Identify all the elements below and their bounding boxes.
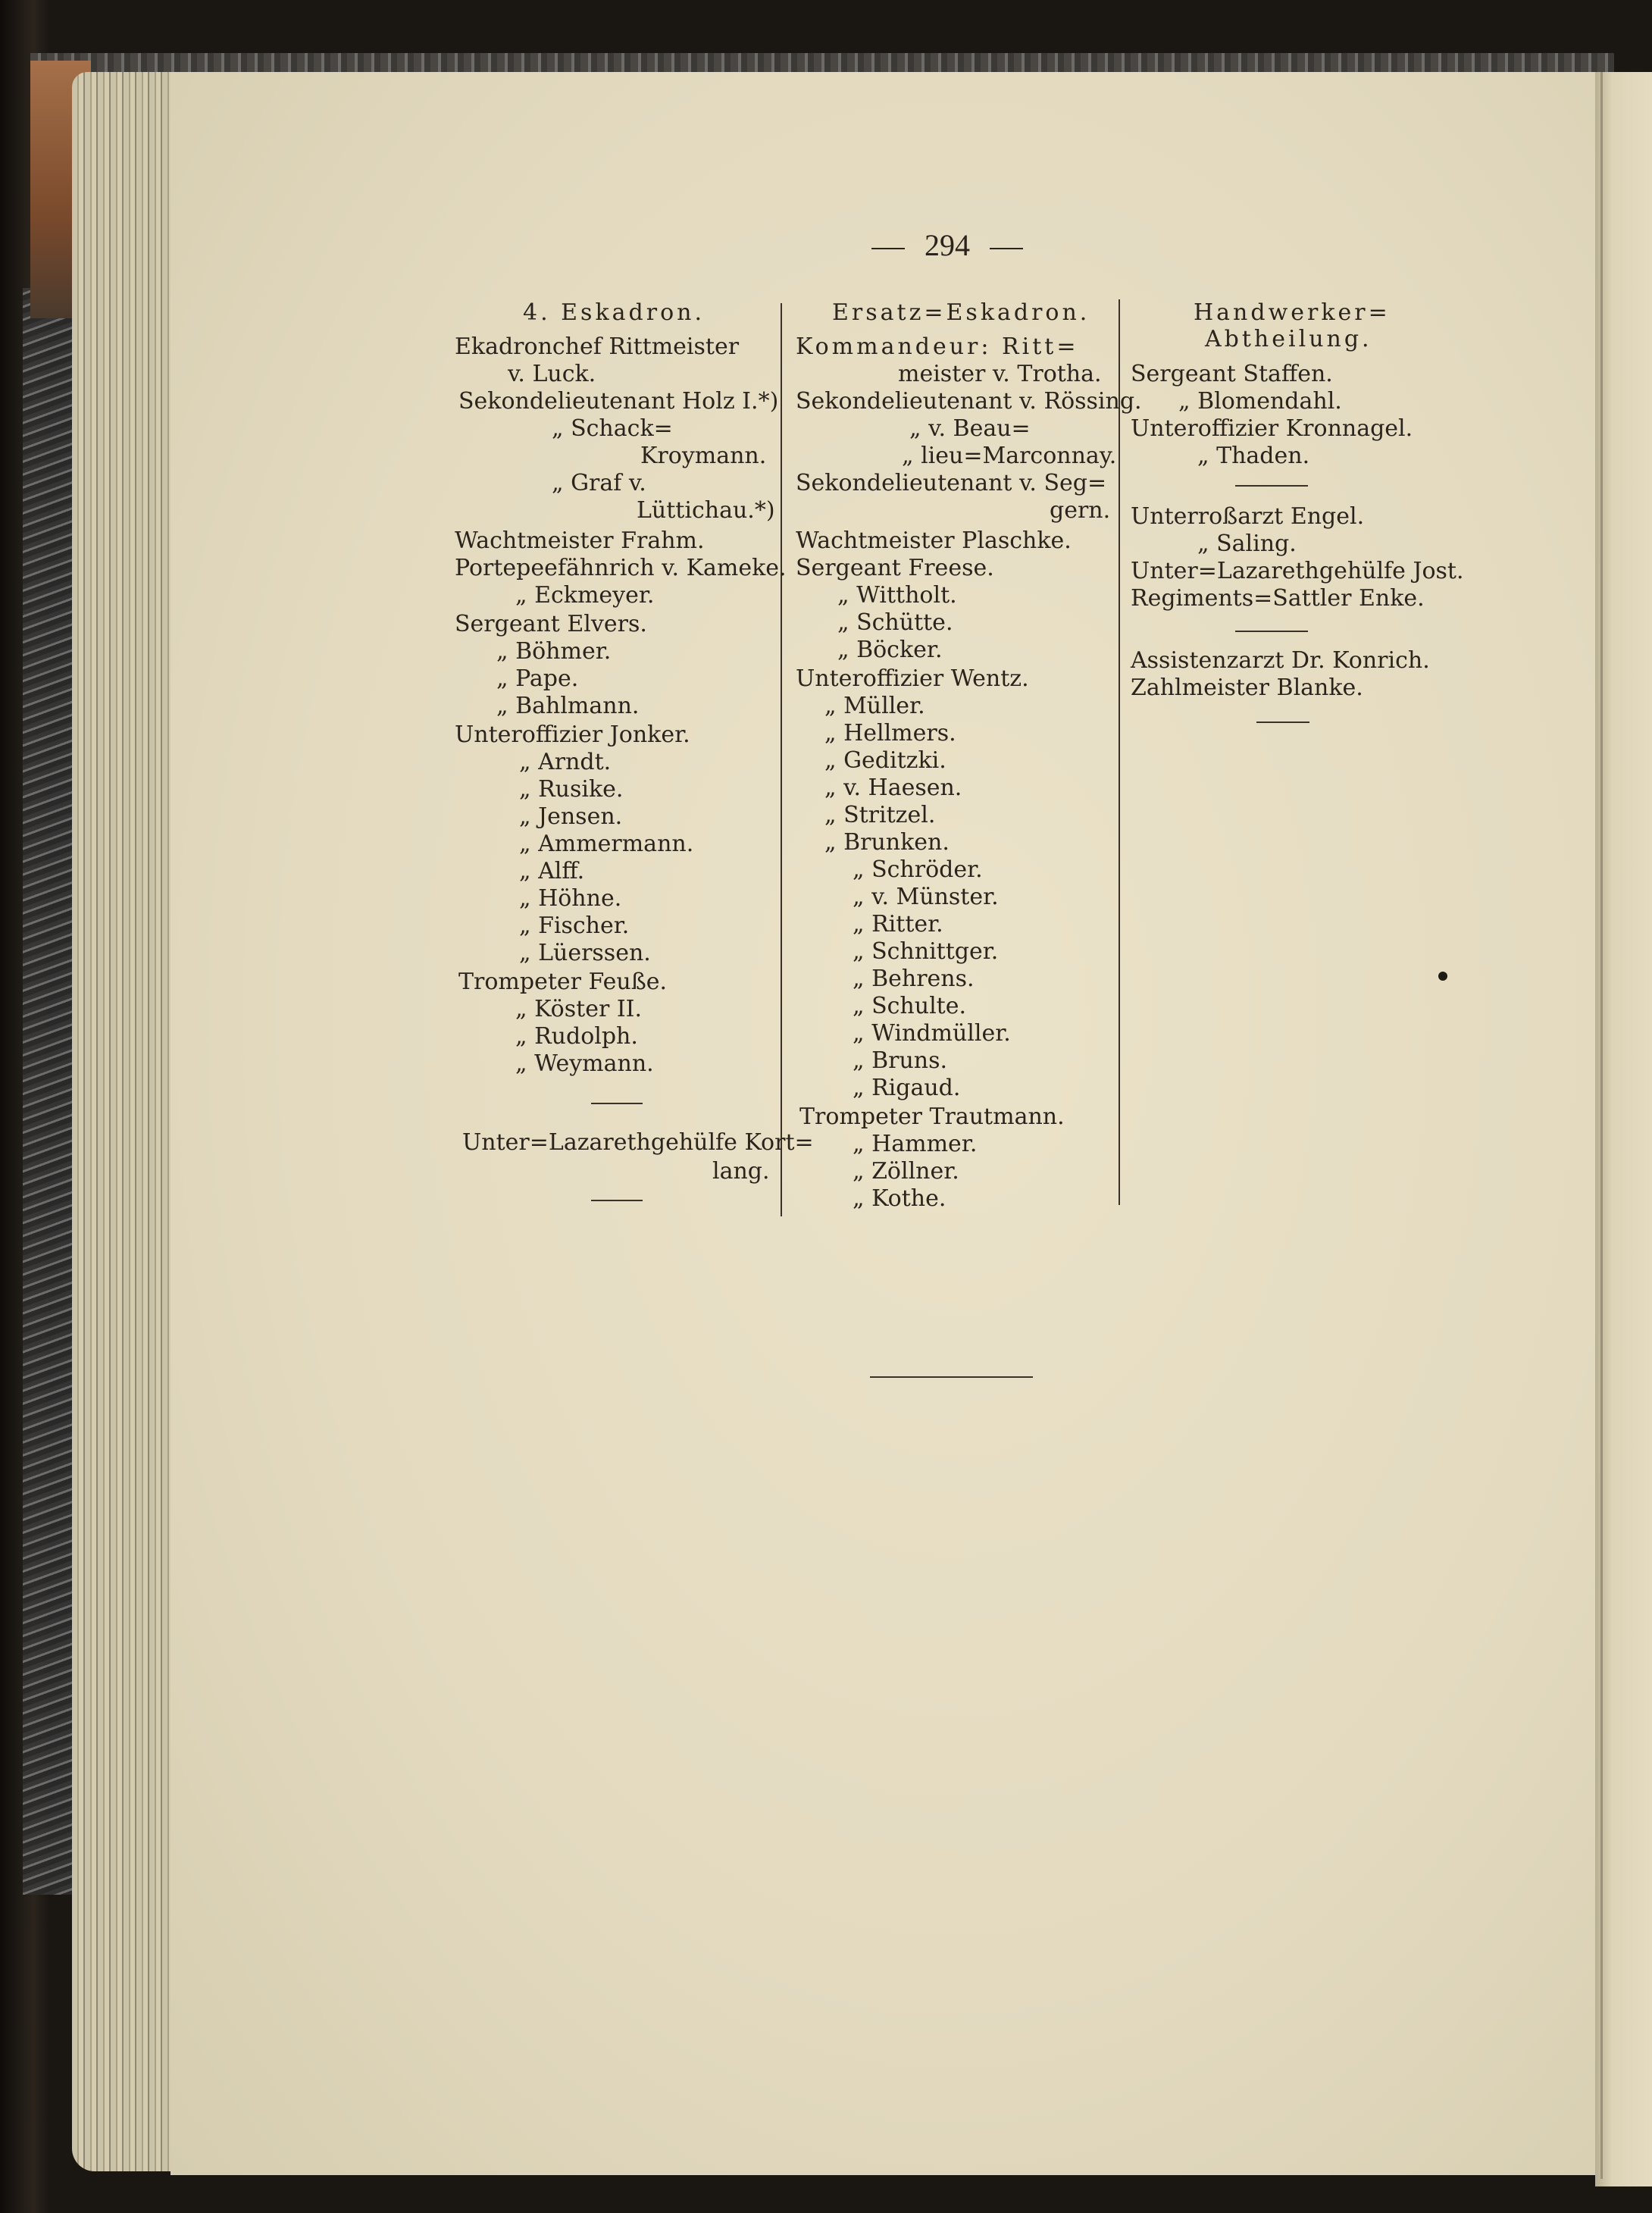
- column-heading: Handwerker=: [1194, 299, 1391, 326]
- roster-line: „ Wittholt.: [837, 582, 957, 609]
- roster-line: „ Zöllner.: [853, 1158, 959, 1185]
- roster-line: „ Saling.: [1197, 531, 1297, 557]
- roster-line: „ Ammermann.: [519, 831, 694, 857]
- roster-line: Unter=Lazarethgehülfe Jost.: [1131, 558, 1464, 584]
- roster-line: Wachtmeister Plaschke.: [796, 527, 1072, 554]
- roster-line: Sekondelieutenant Holz I.*): [458, 388, 779, 415]
- roster-line: „ Schack=: [552, 415, 673, 442]
- roster-line: lang.: [712, 1158, 770, 1185]
- roster-line: „ Geditzki.: [824, 747, 946, 774]
- book-cover-left-edge: [23, 288, 76, 1895]
- roster-line: Wachtmeister Frahm.: [455, 527, 705, 554]
- roster-line: „ Hammer.: [853, 1131, 978, 1157]
- roster-line: Unteroffizier Jonker.: [455, 721, 690, 748]
- roster-line: Assistenzarzt Dr. Konrich.: [1131, 647, 1430, 674]
- roster-line: meister v. Trotha.: [898, 361, 1102, 387]
- roster-line: „ Böcker.: [837, 637, 943, 663]
- roster-line: „ Bruns.: [853, 1047, 948, 1074]
- separator-rule: [591, 1200, 643, 1201]
- roster-line: „ Köster II.: [515, 996, 643, 1022]
- roster-line: Lüttichau.*): [637, 497, 775, 524]
- column-rule-2: [1119, 299, 1120, 1205]
- roster-line: Ekadronchef Rittmeister: [455, 333, 740, 360]
- roster-line: „ Ritter.: [853, 911, 943, 937]
- page-number-value: 294: [925, 228, 970, 262]
- roster-line: „ Rusike.: [519, 776, 624, 803]
- roster-line: „ Weymann.: [515, 1050, 654, 1077]
- column-rule-1: [781, 303, 782, 1216]
- roster-line: „ v. Münster.: [853, 884, 999, 910]
- roster-line: „ Schnittger.: [853, 938, 999, 965]
- roster-line: „ Bahlmann.: [496, 693, 640, 719]
- page-stack-edges: [72, 72, 186, 2171]
- end-rule: [870, 1376, 1033, 1378]
- roster-line: „ Windmüller.: [853, 1020, 1011, 1047]
- roster-line: Sekondelieutenant v. Rössing.: [796, 388, 1142, 415]
- roster-line: „ Arndt.: [519, 749, 612, 775]
- roster-line: „ Fischer.: [519, 912, 630, 939]
- column-heading: Abtheilung.: [1205, 326, 1372, 352]
- roster-line: Unteroffizier Wentz.: [796, 665, 1029, 692]
- roster-line: „ Kothe.: [853, 1185, 946, 1212]
- page-number-dash-left: [871, 248, 905, 249]
- roster-line: Sekondelieutenant v. Seg=: [796, 470, 1107, 496]
- roster-line: „ Brunken.: [824, 829, 950, 856]
- roster-line: „ Behrens.: [853, 966, 975, 992]
- roster-line: Unteroffizier Kronnagel.: [1131, 415, 1413, 442]
- roster-line: „ Pape.: [496, 665, 579, 692]
- roster-line: „ Thaden.: [1197, 443, 1310, 469]
- roster-line: „ Schütte.: [837, 609, 953, 636]
- separator-rule: [591, 1103, 643, 1104]
- ink-speck: [1438, 972, 1447, 981]
- roster-line: Kroymann.: [640, 443, 767, 469]
- roster-line: „ Stritzel.: [824, 802, 936, 828]
- column-heading: Kommandeur: Ritt=: [796, 333, 1079, 360]
- roster-line: „ Jensen.: [519, 803, 623, 830]
- roster-line: „ Blomendahl.: [1178, 388, 1342, 415]
- column-heading: Ersatz=Eskadron.: [832, 299, 1090, 326]
- separator-rule: [1235, 485, 1308, 487]
- roster-line: „ Schulte.: [853, 993, 967, 1019]
- roster-line: Regiments=Sattler Enke.: [1131, 585, 1425, 612]
- separator-rule: [1256, 721, 1309, 723]
- roster-line: „ Graf v.: [552, 470, 646, 496]
- roster-line: „ Alff.: [519, 858, 585, 884]
- roster-line: Zahlmeister Blanke.: [1131, 675, 1363, 701]
- facing-page-edge: [1595, 72, 1652, 2186]
- roster-line: Portepeefähnrich v. Kameke.: [455, 555, 787, 581]
- roster-line: Sergeant Freese.: [796, 555, 994, 581]
- roster-line: „ lieu=Marconnay.: [902, 443, 1117, 469]
- separator-rule: [1235, 631, 1308, 632]
- roster-line: „ Böhmer.: [496, 638, 612, 665]
- roster-line: „ v. Haesen.: [824, 775, 962, 801]
- roster-line: gern.: [1050, 497, 1111, 524]
- roster-line: Trompeter Trautmann.: [799, 1103, 1065, 1130]
- roster-line: Unterroßarzt Engel.: [1131, 503, 1365, 530]
- roster-line: v. Luck.: [508, 361, 596, 387]
- page-number: [834, 227, 1061, 263]
- roster-line: Unter=Lazarethgehülfe Kort=: [462, 1129, 814, 1156]
- roster-line: Trompeter Feuße.: [458, 969, 668, 995]
- roster-line: Sergeant Staffen.: [1131, 361, 1333, 387]
- roster-line: „ Hellmers.: [824, 720, 956, 747]
- gutter-line: [1600, 72, 1603, 2179]
- roster-line: „ Müller.: [824, 693, 925, 719]
- roster-line: „ Lüerssen.: [519, 940, 651, 966]
- roster-line: „ Schröder.: [853, 856, 983, 883]
- roster-line: „ v. Beau=: [909, 415, 1031, 442]
- roster-line: Sergeant Elvers.: [455, 611, 647, 637]
- roster-line: „ Rudolph.: [515, 1023, 638, 1050]
- column-heading: 4. Eskadron.: [523, 299, 705, 326]
- roster-line: „ Höhne.: [519, 885, 622, 912]
- roster-line: „ Eckmeyer.: [515, 582, 655, 609]
- roster-line: „ Rigaud.: [853, 1075, 961, 1101]
- page-number-dash-right: [990, 248, 1023, 249]
